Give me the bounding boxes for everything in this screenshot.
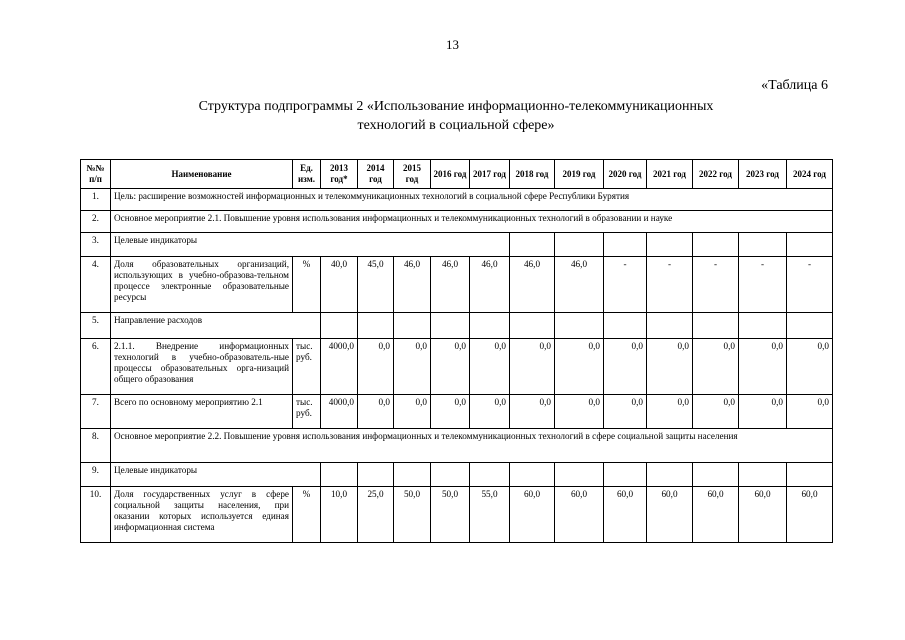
empty-cell: [555, 233, 604, 257]
value-cell: 60,0: [647, 487, 693, 543]
value-cell: 60,0: [787, 487, 833, 543]
value-cell: 0,0: [394, 395, 431, 429]
title-line-1: Структура подпрограммы 2 «Использование информационно-телекоммуникационных: [198, 99, 714, 114]
row-number: 3.: [81, 233, 111, 257]
table-row: [81, 211, 833, 233]
empty-cell: [787, 233, 833, 257]
empty-cell: [358, 463, 394, 487]
activity-cell: Основное мероприятие 2.2. Повышение уровня использования информационных и телекоммуникационных технологий в сфере социальной защиты населения: [111, 429, 833, 463]
empty-cell: [470, 313, 510, 339]
value-cell: 60,0: [604, 487, 647, 543]
activity-cell: Основное мероприятие 2.1. Повышение уровня использования информационных и телекоммуникационных технологий в образовании и науке: [111, 211, 833, 233]
value-cell: 0,0: [739, 395, 787, 429]
table-row: [81, 395, 833, 429]
empty-cell: [321, 463, 358, 487]
value-cell: 0,0: [787, 395, 833, 429]
unit-cell: %: [293, 487, 321, 543]
value-cell: 25,0: [358, 487, 394, 543]
empty-cell: [739, 313, 787, 339]
value-cell: 0,0: [647, 395, 693, 429]
empty-cell: [647, 463, 693, 487]
header-year: 2024 год: [787, 160, 833, 189]
value-cell: -: [787, 257, 833, 313]
value-cell: 4000,0: [321, 339, 358, 395]
value-cell: 0,0: [647, 339, 693, 395]
value-cell: 55,0: [470, 487, 510, 543]
empty-cell: [787, 463, 833, 487]
row-number: 10.: [81, 487, 111, 543]
row-number: 1.: [81, 189, 111, 211]
table-row: [81, 189, 833, 211]
unit-cell: %: [293, 257, 321, 313]
header-year: 2013 год*: [321, 160, 358, 189]
table-row: [81, 313, 833, 339]
header-year: 2020 год: [604, 160, 647, 189]
empty-cell: [739, 463, 787, 487]
empty-cell: [604, 463, 647, 487]
header-year: 2018 год: [510, 160, 555, 189]
empty-cell: [647, 313, 693, 339]
empty-cell: [693, 463, 739, 487]
value-cell: 0,0: [555, 395, 604, 429]
row-number: 4.: [81, 257, 111, 313]
table-row: [81, 233, 833, 257]
header-year: 2021 год: [647, 160, 693, 189]
header-row: [81, 160, 833, 189]
table-row: [81, 429, 833, 463]
value-cell: 46,0: [555, 257, 604, 313]
empty-cell: [739, 233, 787, 257]
subprogram-structure-table: [80, 159, 833, 543]
page-number: 13: [446, 37, 459, 52]
empty-cell: [510, 463, 555, 487]
value-cell: 60,0: [693, 487, 739, 543]
total-name: Всего по основному мероприятию 2.1: [111, 395, 293, 429]
empty-cell: [394, 463, 431, 487]
value-cell: 0,0: [693, 339, 739, 395]
value-cell: 0,0: [693, 395, 739, 429]
value-cell: 0,0: [555, 339, 604, 395]
value-cell: -: [693, 257, 739, 313]
header-year: 2016 год: [431, 160, 470, 189]
header-num: №№ п/п: [81, 160, 111, 189]
value-cell: -: [739, 257, 787, 313]
empty-cell: [787, 313, 833, 339]
value-cell: 0,0: [470, 395, 510, 429]
row-number: 8.: [81, 429, 111, 463]
header-year: 2017 год: [470, 160, 510, 189]
value-cell: 46,0: [470, 257, 510, 313]
empty-cell: [394, 313, 431, 339]
table-row: [81, 339, 833, 395]
value-cell: 0,0: [604, 339, 647, 395]
header-year: 2022 год: [693, 160, 739, 189]
empty-cell: [510, 233, 555, 257]
empty-cell: [693, 233, 739, 257]
header-unit: Ед. изм.: [293, 160, 321, 189]
row-number: 7.: [81, 395, 111, 429]
value-cell: 0,0: [787, 339, 833, 395]
header-year: 2015 год: [394, 160, 431, 189]
page-title: [80, 97, 832, 135]
value-cell: 40,0: [321, 257, 358, 313]
value-cell: 0,0: [358, 339, 394, 395]
value-cell: 10,0: [321, 487, 358, 543]
value-cell: 0,0: [510, 395, 555, 429]
goal-cell: Цель: расширение возможностей информационных и телекоммуникационных технологий в социальной сфере Республики Бурятия: [111, 189, 833, 211]
value-cell: 60,0: [510, 487, 555, 543]
empty-cell: [431, 313, 470, 339]
indicator-name: Доля государственных услуг в сфере социальной защиты населения, при оказании которых используется единая информационная система: [111, 487, 293, 543]
value-cell: -: [604, 257, 647, 313]
header-year: 2014 год: [358, 160, 394, 189]
row-number: 5.: [81, 313, 111, 339]
section-cell: Целевые индикаторы: [111, 233, 510, 257]
table-row: [81, 463, 833, 487]
expense-name: 2.1.1. Внедрение информационных технологий в учебно-образователь-ные процессы образовательных орга-низаций общего образования: [111, 339, 293, 395]
value-cell: -: [647, 257, 693, 313]
value-cell: 50,0: [394, 487, 431, 543]
value-cell: 0,0: [739, 339, 787, 395]
value-cell: 45,0: [358, 257, 394, 313]
value-cell: 0,0: [431, 395, 470, 429]
empty-cell: [604, 313, 647, 339]
table-reference: «Таблица 6: [761, 78, 828, 93]
empty-cell: [693, 313, 739, 339]
value-cell: 46,0: [510, 257, 555, 313]
empty-cell: [510, 313, 555, 339]
header-year: 2019 год: [555, 160, 604, 189]
indicator-name: Доля образовательных организаций, использующих в учебно-образова-тельном процессе электронные образовательные ресурсы: [111, 257, 293, 313]
section-cell: Целевые индикаторы: [111, 463, 321, 487]
empty-cell: [358, 313, 394, 339]
unit-cell: тыс. руб.: [293, 395, 321, 429]
value-cell: 0,0: [470, 339, 510, 395]
value-cell: 50,0: [431, 487, 470, 543]
row-number: 6.: [81, 339, 111, 395]
empty-cell: [321, 313, 358, 339]
value-cell: 0,0: [394, 339, 431, 395]
value-cell: 0,0: [431, 339, 470, 395]
value-cell: 4000,0: [321, 395, 358, 429]
header-year: 2023 год: [739, 160, 787, 189]
empty-cell: [431, 463, 470, 487]
value-cell: 0,0: [604, 395, 647, 429]
title-line-2: технологий в социальной сфере»: [357, 118, 555, 133]
value-cell: 46,0: [431, 257, 470, 313]
value-cell: 0,0: [510, 339, 555, 395]
empty-cell: [470, 463, 510, 487]
section-cell: Направление расходов: [111, 313, 321, 339]
value-cell: 0,0: [358, 395, 394, 429]
value-cell: 60,0: [555, 487, 604, 543]
empty-cell: [647, 233, 693, 257]
empty-cell: [555, 313, 604, 339]
value-cell: 46,0: [394, 257, 431, 313]
row-number: 9.: [81, 463, 111, 487]
value-cell: 60,0: [739, 487, 787, 543]
row-number: 2.: [81, 211, 111, 233]
empty-cell: [604, 233, 647, 257]
unit-cell: тыс. руб.: [293, 339, 321, 395]
table-row: [81, 487, 833, 543]
empty-cell: [555, 463, 604, 487]
table-row: [81, 257, 833, 313]
header-name: Наименование: [111, 160, 293, 189]
